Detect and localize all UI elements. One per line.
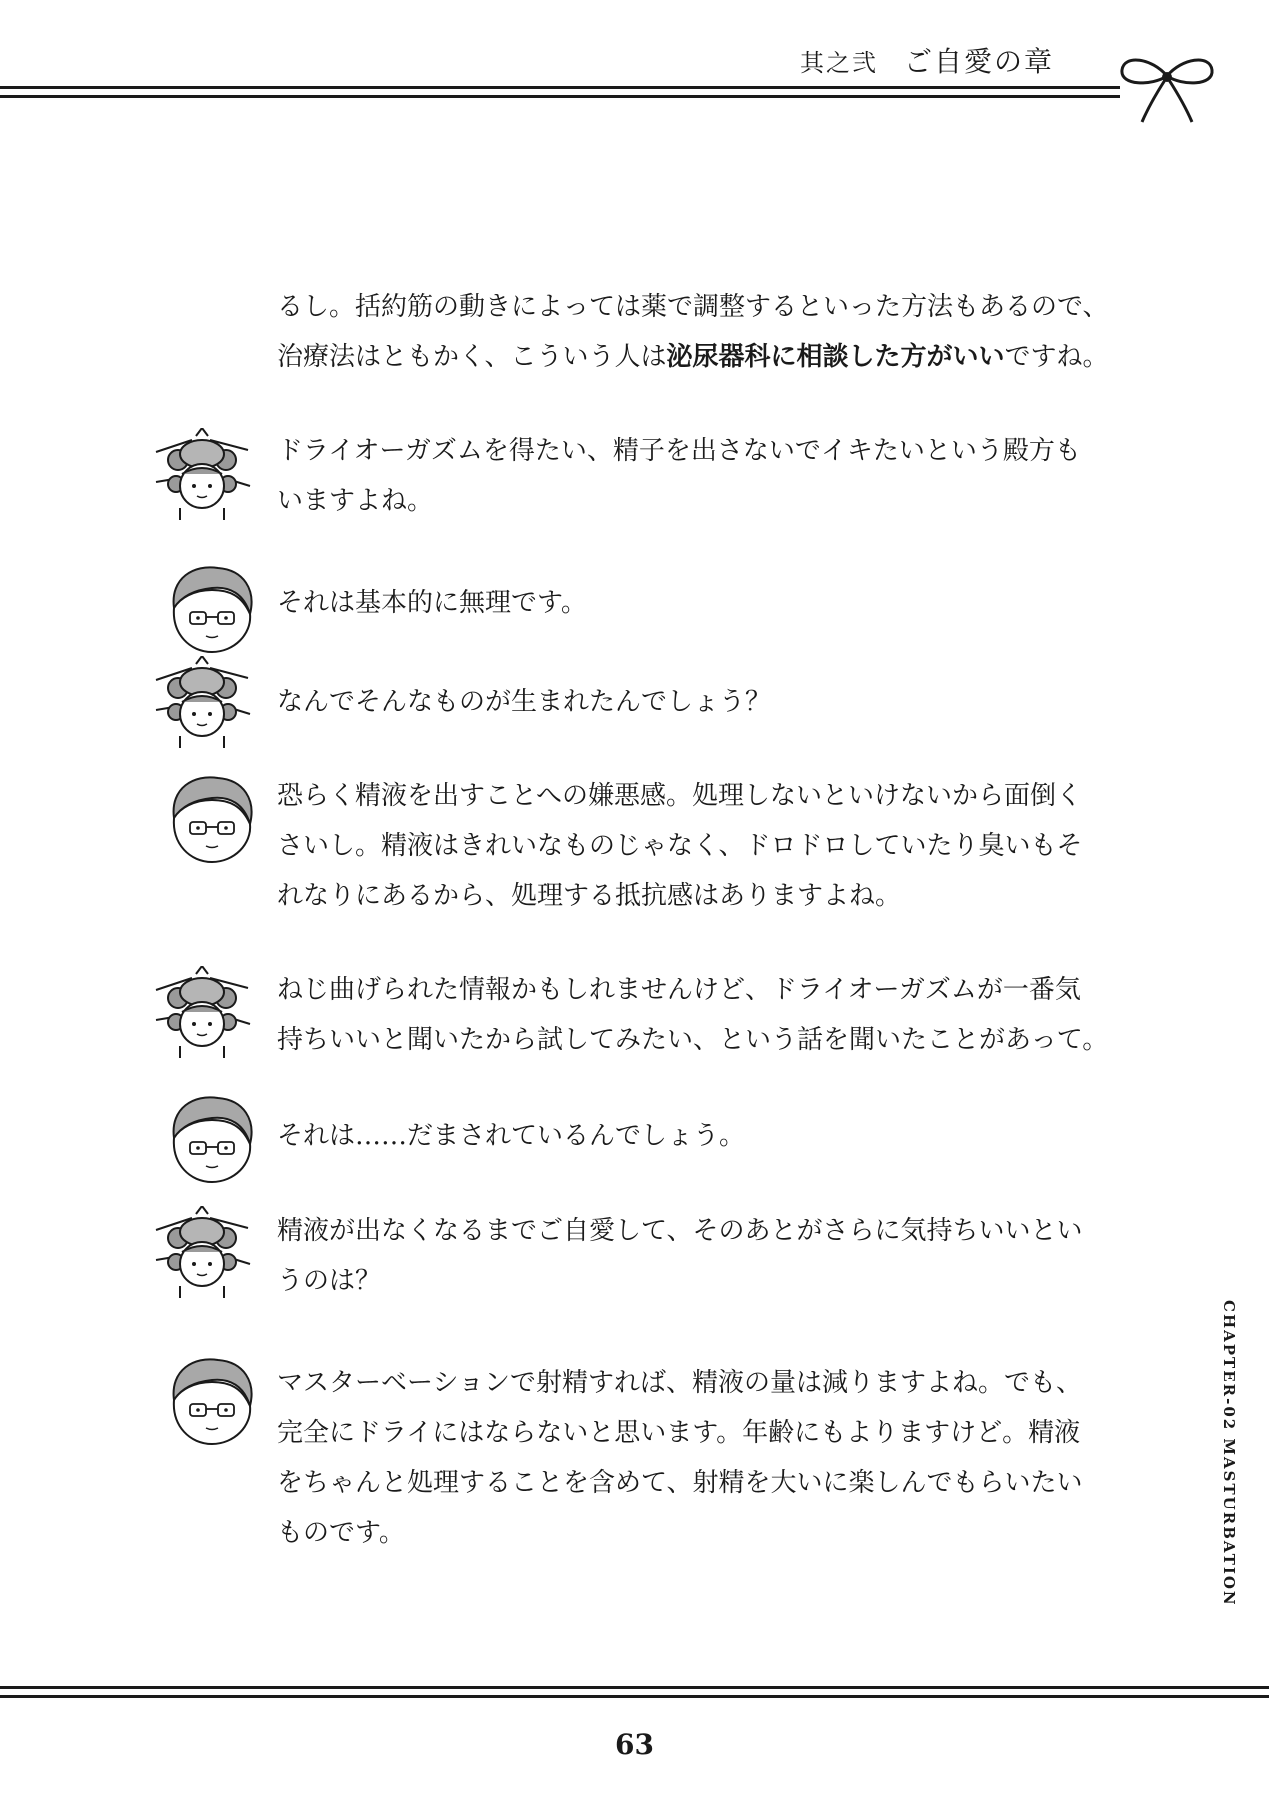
text-run: 治療法はともかく、こういう人は <box>277 342 667 372</box>
text-run: るし。括約筋の動きによっては薬で調整するといった方法もあるので、 <box>277 292 1109 322</box>
paragraph-2 <box>277 426 1177 526</box>
text-run: 精液が出なくなるまでご自愛して、そのあとがさらに気持ちいいとい <box>277 1216 1083 1246</box>
text-line <box>277 871 1177 921</box>
text-run: なんでそんなものが生まれたんでしょう？ <box>277 687 772 717</box>
text-line <box>277 1015 1177 1065</box>
text-run: ドライオーガズムを得たい、精子を出さないでイキたいという殿方も <box>277 436 1081 466</box>
text-run: それは……だまされているんでしょう。 <box>277 1121 746 1151</box>
text-run: れなりにあるから、処理する抵抗感はありますよね。 <box>277 881 902 911</box>
emphasis-text: 泌尿器科に相談した方がいい <box>666 342 1005 372</box>
paragraph-1 <box>277 282 1177 382</box>
text-line <box>277 1111 1177 1161</box>
chapter-side-label: CHAPTER-02 MASTURBATION <box>1220 1300 1238 1607</box>
text-run: ものです。 <box>277 1518 405 1548</box>
footer-rule-bottom <box>0 1695 1269 1698</box>
text-run: 恐らく精液を出すことへの嫌悪感。処理しないといけないから面倒く <box>277 781 1082 811</box>
text-line <box>277 332 1177 382</box>
chapter-title: ご自愛の章 <box>904 45 1055 78</box>
text-line <box>277 578 1177 628</box>
interviewer-avatar <box>150 1206 254 1302</box>
chapter-header <box>800 40 1100 80</box>
page-number: 63 <box>615 1728 654 1761</box>
text-line <box>277 282 1177 332</box>
text-run: それは基本的に無理です。 <box>277 588 587 618</box>
paragraph-7 <box>277 1111 1177 1161</box>
text-run: マスターベーションで射精すれば、精液の量は減りますよね。でも、 <box>277 1368 1082 1398</box>
text-line <box>277 1408 1177 1458</box>
text-line <box>277 1206 1177 1256</box>
text-line <box>277 1508 1177 1558</box>
header-rule-top <box>0 86 1120 89</box>
text-line <box>277 476 1177 526</box>
paragraph-8 <box>277 1206 1177 1306</box>
doctor-avatar <box>160 560 264 656</box>
text-line <box>277 1458 1177 1508</box>
text-run: さいし。精液はきれいなものじゃなく、ドロドロしていたり臭いもそ <box>277 831 1083 861</box>
header-rule-bottom <box>0 95 1120 98</box>
text-line <box>277 1256 1177 1306</box>
text-line <box>277 677 1177 727</box>
interviewer-avatar <box>150 428 254 524</box>
paragraph-3 <box>277 578 1177 628</box>
text-line <box>277 426 1177 476</box>
ribbon-bow-icon <box>1112 50 1222 130</box>
paragraph-4 <box>277 677 1177 727</box>
text-run: いますよね。 <box>277 486 434 516</box>
footer-rule-top <box>0 1686 1269 1689</box>
paragraph-6 <box>277 965 1177 1065</box>
doctor-avatar <box>160 1352 264 1448</box>
doctor-avatar <box>160 1090 264 1186</box>
text-run: 持ちいいと聞いたから試してみたい、という話を聞いたことがあって。 <box>277 1025 1109 1055</box>
text-run: うのは？ <box>277 1266 382 1296</box>
text-line <box>277 965 1177 1015</box>
text-line <box>277 771 1177 821</box>
paragraph-5 <box>277 771 1177 921</box>
text-line <box>277 1358 1177 1408</box>
text-run: ですね。 <box>1004 342 1109 372</box>
doctor-avatar <box>160 770 264 866</box>
paragraph-9 <box>277 1358 1177 1558</box>
interviewer-avatar <box>150 966 254 1062</box>
text-run: ねじ曲げられた情報かもしれませんけど、ドライオーガズムが一番気 <box>277 975 1081 1005</box>
text-line <box>277 821 1177 871</box>
section-label: 其之弐 <box>800 49 878 77</box>
text-run: をちゃんと処理することを含めて、射精を大いに楽しんでもらいたい <box>277 1468 1083 1498</box>
text-run: 完全にドライにはならないと思います。年齢にもよりますけど。精液 <box>277 1418 1081 1448</box>
interviewer-avatar <box>150 656 254 752</box>
